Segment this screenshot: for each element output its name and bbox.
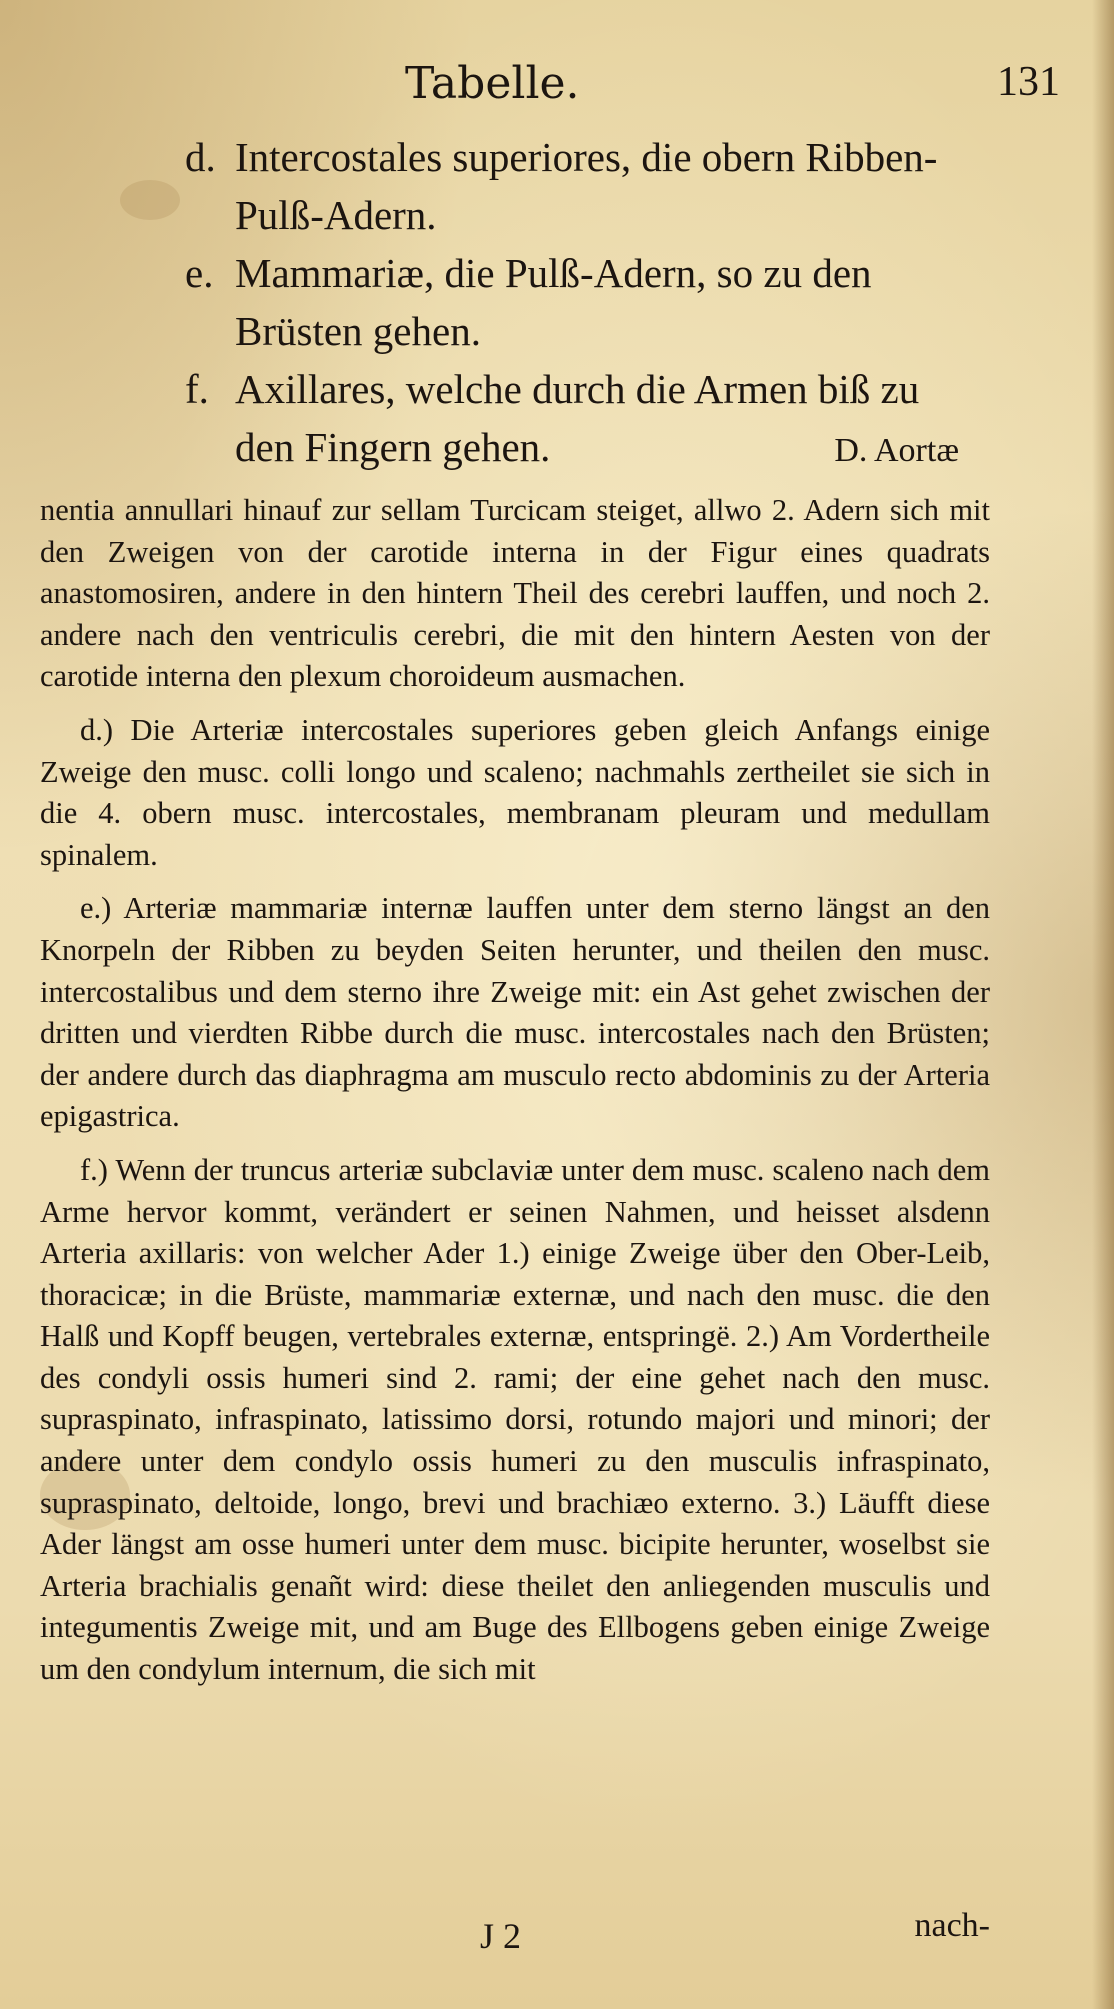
page-footer	[40, 1907, 990, 1975]
entry-text: Mammariæ, die Pulß-Adern, so zu den Brüsten gehen.	[235, 250, 872, 354]
continued-heading: D. Aortæ	[834, 432, 959, 469]
paragraph: f.) Wenn der truncus arteriæ subclaviæ unter dem musc. scaleno nach dem Arme hervor kommt, verändert er seinen Nahmen, und heisset alsdenn Arteria axillaris: von welcher Ader 1.) einige Zweige über den Ober-Leib, thoracicæ; in die Brüste, mammariæ externæ, und nach den musc. die den Halß und Kopff beugen, vertebrales externæ, entspringë. 2.) Am Vordertheile des condyli ossis humeri sind 2. rami; der eine gehet nach den musc. supraspinato, infraspinato, latissimo dorsi, rotundo majori und minori; der andere unter dem condylo ossis humeri zu den musculis infraspinato, supraspinato, deltoide, longo, brevi und brachiæo externo. 3.) Läufft diese Ader längst am osse humeri unter dem musc. bicipite herunter, woselbst sie Arteria brachialis genañt wird: diese theilet den anliegenden musculis und integumentis Zweige mit, und am Buge des Ellbogens geben einige Zweige um den condylum internum, die sich mit	[40, 1152, 990, 1687]
page-number: 131	[997, 59, 1060, 105]
entry-text: Axillares, welche durch die Armen biß zu den Fingern gehen.	[235, 366, 920, 470]
table-entry	[185, 244, 985, 360]
catchword: nach-	[914, 1907, 990, 1944]
paper-stain	[120, 180, 180, 220]
table-entry	[185, 128, 985, 244]
entry-letter: f.	[185, 366, 209, 412]
paragraph: d.) Die Arteriæ intercostales superiores geben gleich Anfangs einige Zweige den musc. colli longo und scaleno; nachmahls zertheilet sie sich in die 4. obern musc. intercostales, membranam pleuram und medullam spinalem.	[40, 712, 990, 872]
paragraph: nentia annullari hinauf zur sellam Turcicam steiget, allwo 2. Adern sich mit den Zweigen von der carotide interna in der Figur eines quadrats anastomosiren, andere in den hintern Theil des cerebri lauffen, und noch 2. andere nach den ventriculis cerebri, die mit den hintern Aesten von der carotide interna den plexum choroideum ausmachen.	[40, 493, 990, 694]
page-edge-shadow	[1092, 0, 1114, 2009]
body-text	[40, 490, 990, 1703]
entry-text: Intercostales superiores, die obern Ribben-Pulß-Adern.	[235, 134, 938, 238]
entry-letter: d.	[185, 134, 216, 180]
signature-mark: J 2	[480, 1916, 522, 1956]
entry-letter: e.	[185, 250, 214, 296]
table-entries	[185, 128, 985, 476]
paragraph: e.) Arteriæ mammariæ internæ lauffen unter dem sterno längst an den Knorpeln der Ribben zu beyden Seiten herunter, und theilen den musc. intercostalibus und dem sterno ihre Zweige mit: ein Ast gehet zwischen der dritten und vierdten Ribbe durch die musc. intercostales nach den Brüsten; der andere durch das diaphragma am musculo recto abdominis zu der Arteria epigastrica.	[40, 891, 990, 1134]
page-header	[60, 58, 1060, 118]
running-title: Tabelle.	[405, 58, 580, 109]
